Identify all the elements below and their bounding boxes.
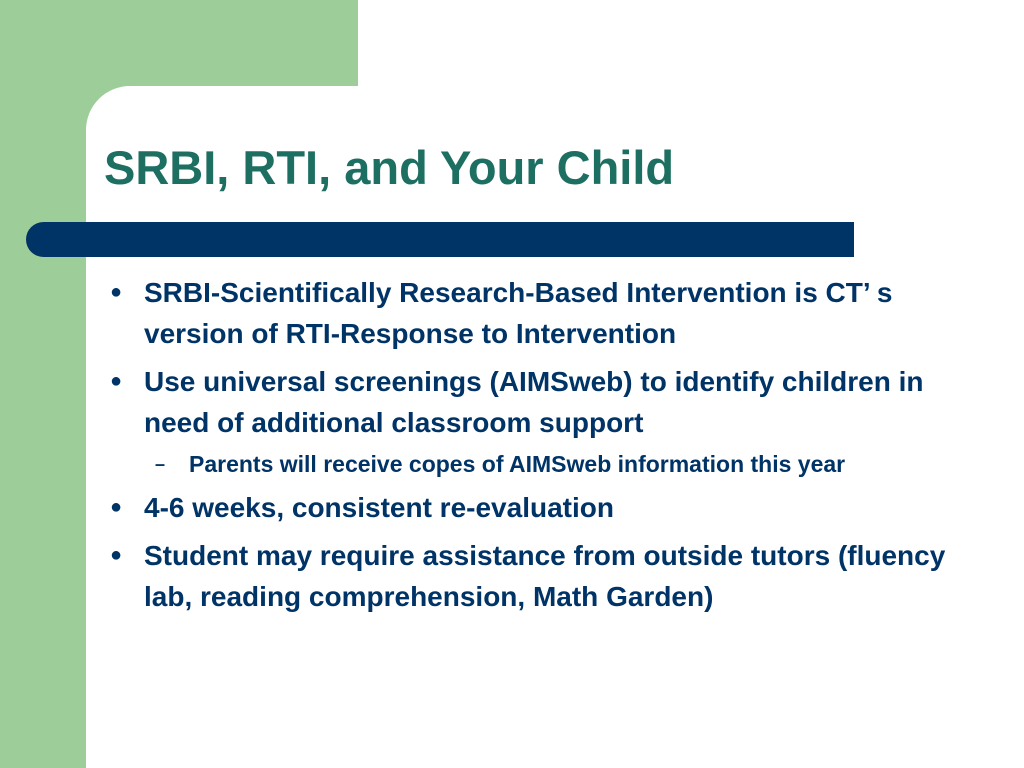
bullet-item-tutors <box>104 535 984 617</box>
bullet-item-srbi <box>104 272 984 354</box>
bullet-item-screenings <box>104 361 984 443</box>
bullet-item-weeks <box>104 487 984 528</box>
slide-title: SRBI, RTI, and Your Child <box>104 141 675 194</box>
bullet-text: Student may require assistance from outside tutors (fluency lab, reading comprehension, Math Garden) <box>144 540 946 612</box>
bullet-icon: ● <box>110 544 123 566</box>
bullet-icon: ● <box>110 496 123 518</box>
dash-icon: – <box>155 454 166 474</box>
title-divider-bar <box>26 222 854 257</box>
bullet-text: SRBI-Scientifically Research-Based Intervention is CT’ s version of RTI-Response to Intervention <box>144 277 893 349</box>
bullet-list <box>104 272 984 617</box>
bullet-icon: ● <box>110 370 123 392</box>
sub-bullet-item-parents <box>149 447 984 481</box>
bullet-icon: ● <box>110 281 123 303</box>
bullet-text: Use universal screenings (AIMSweb) to identify children in need of additional classroom support <box>144 366 924 438</box>
sub-bullet-text: Parents will receive copes of AIMSweb information this year <box>189 451 846 477</box>
bullet-text: 4-6 weeks, consistent re-evaluation <box>144 492 614 523</box>
